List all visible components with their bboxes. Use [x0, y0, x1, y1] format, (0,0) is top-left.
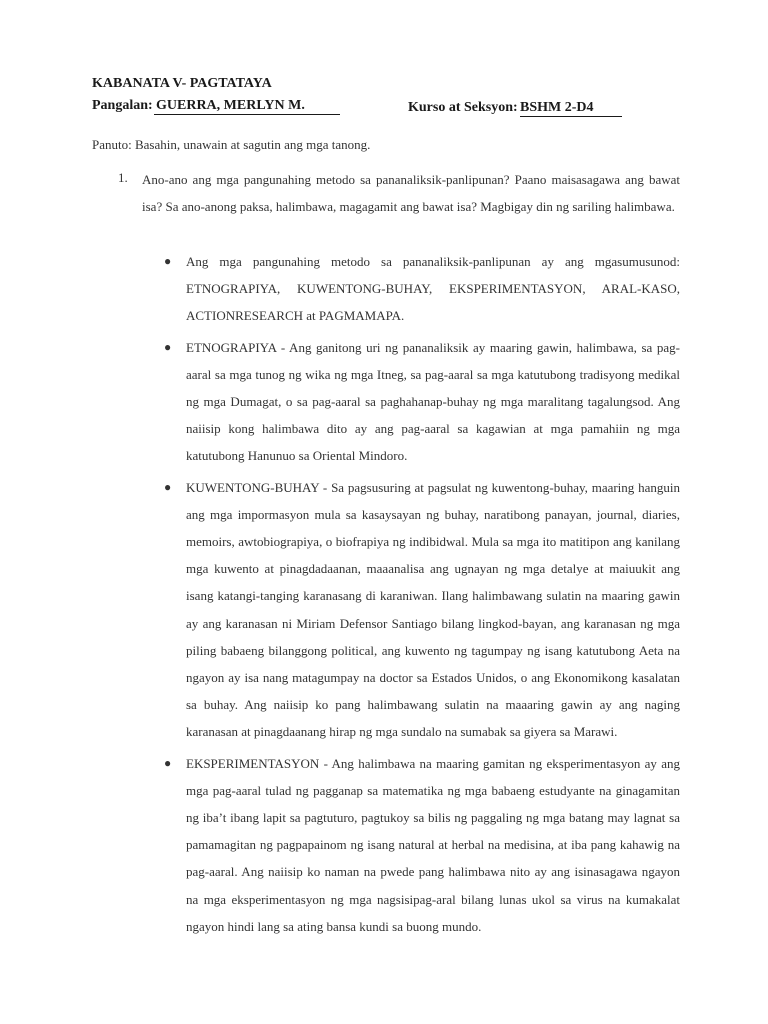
name-value: GUERRA, MERLYN M.	[154, 98, 340, 115]
bullet-icon: ●	[164, 755, 172, 770]
answer-item-kuwentong-buhay	[164, 474, 680, 746]
chapter-title: KABANATA V- PAGTATAYA	[92, 76, 272, 91]
question-text: Ano-ano ang mga pangunahing metodo sa pananaliksik-panlipunan? Paano maisasagawa ang bawat isa? Sa ano-anong paksa, halimbawa, magagamit ang bawat isa? Magbigay din ng sariling halimbawa.	[142, 172, 680, 214]
answer-text: Ang mga pangunahing metodo sa pananaliksik-panlipunan ay ang mgasumusunod: ETNOGRAPIYA, KUWENTONG-BUHAY, EKSPERIMENTASYON, ARAL-KASO, ACTIONRESEARCH at PAGMAMAPA.	[186, 254, 680, 324]
course-label: Kurso at Seksyon:	[408, 100, 518, 115]
answer-text: EKSPERIMENTASYON - Ang halimbawa na maaring gamitan ng eksperimentasyon ay ang mga pag-aaral tulad ng pagganap sa matematika ng mga babaeng estudyante na ginagamitan ng iba’t ibang lapit sa pagtuturo, pagtukoy sa bilis ng paggaling ng mga batang may lagnat sa pamamagitan ng pagpapainom ng isang natural at herbal na medisina, at iba pang kahawig na pag-aaral. Ang naiisip ko naman na pwede pang halimbawa nito ay ang isinasagawa ngayon na mga eksperimentasyon ng mga nagsisipag-aral bilang lunas ukol sa virus na kumakalat ngayon hindi lang sa ating bansa kundi sa buong mundo.	[186, 755, 680, 934]
answer-text: KUWENTONG-BUHAY - Sa pagsusuring at pagsulat ng kuwentong-buhay, maaring hanguin ang mga impormasyon mula sa kasaysayan ng buhay, naratibong panayan, journal, diaries, memoirs, awtobiograpiya, o biofrapiya ng indibidwal. Mula sa mga ito matitipon ang kanilang mga kuwento at pinagdadaanan, maaanalisa ang ugnayan ng mga detalye at maiuukit ang isang katangi-tanging karanasang di karaniwan. Ilang halimbawang sulatin na maaring gawin ay ang karanasan ni Miriam Defensor Santiago bilang lingkod-bayan, ang karanasan ng mga piling babaeng bilanggong political, ang kuwento ng tagumpay ng isang katutubong Aeta na ngayon ay isa nang matagumpay na doctor sa Estados Unidos, o ang Ekonomikong kasalatan sa buhay. Ang naiisip ko pang halimbawang sulatin na maaaring gawin ay ang naging karanasan at pinagdaanang hirap ng mga sundalo na sumabak sa giyera sa Marawi.	[186, 479, 680, 740]
answer-item-etnograpiya	[164, 334, 680, 470]
student-info-row	[92, 98, 712, 118]
bullet-icon: ●	[164, 254, 172, 268]
name-label: Pangalan:	[92, 98, 153, 113]
course-value: BSHM 2-D4	[520, 100, 622, 117]
question-number: 1.	[118, 170, 128, 185]
bullet-icon: ●	[164, 479, 172, 494]
instructions: Panuto: Basahin, unawain at sagutin ang mga tanong.	[92, 137, 371, 152]
answer-text: ETNOGRAPIYA - Ang ganitong uri ng pananaliksik ay maaring gawin, halimbawa, sa pag-aaral sa mga tunog ng wika ng mga Itneg, sa pag-aaral sa mga katutubong tradisyong medikal ng mga Dumagat, o sa pag-aaral sa paghahanap-buhay ng mga maralitang tagalungsod. Ang naiisip kong halimbawa dito ay ang pag-aaral sa kagawian at mga pamahiin ng mga katutubong Hanunuo sa Oriental Mindoro.	[186, 339, 680, 464]
answer-item-methods	[164, 248, 680, 330]
answer-list	[164, 248, 680, 944]
bullet-icon: ●	[164, 339, 172, 354]
answer-item-eksperimentasyon	[164, 750, 680, 940]
